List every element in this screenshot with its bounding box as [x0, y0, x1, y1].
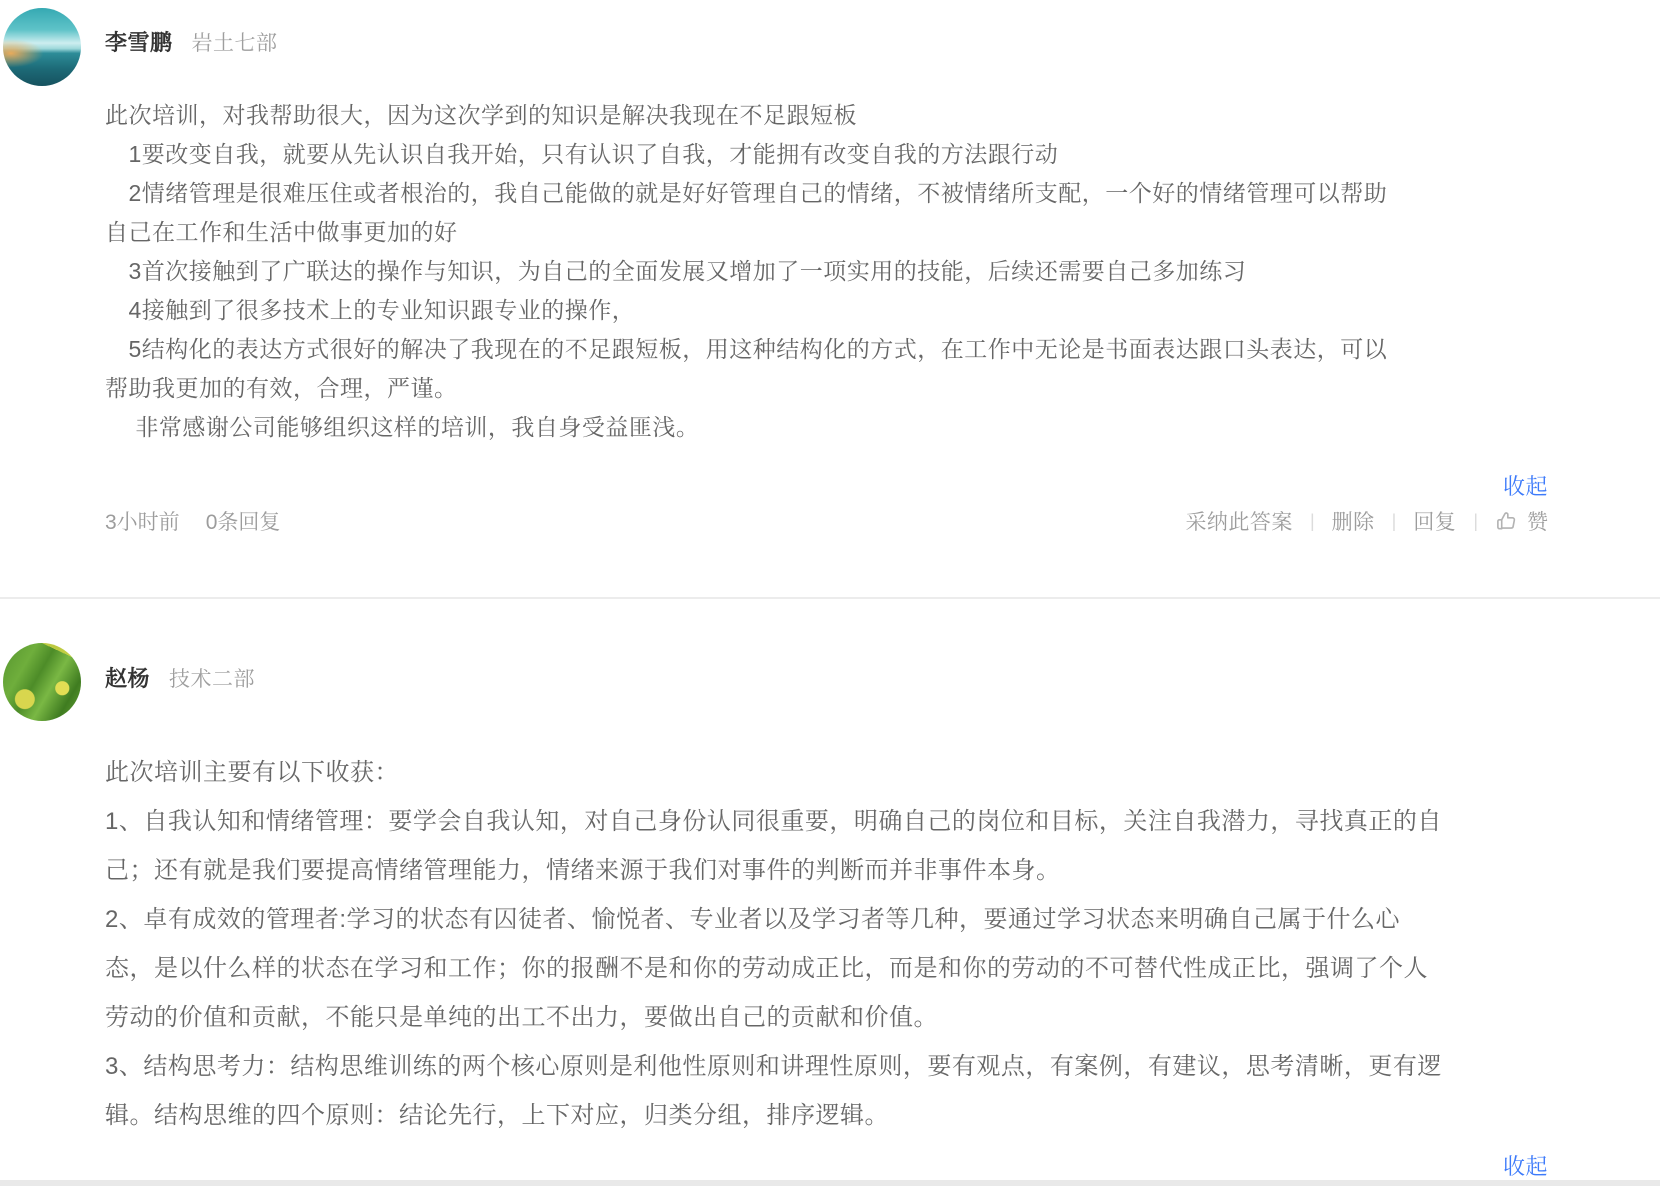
author-department: 技术二部: [169, 668, 256, 691]
comment-line: 此次培训主要有以下收获：: [105, 759, 399, 786]
comment-line: 劳动的价值和贡献，不能只是单纯的出工不出力，要做出自己的贡献和价值。: [105, 1004, 938, 1031]
comment-line: 非常感谢公司能够组织这样的培训，我自身受益匪浅。: [105, 414, 700, 440]
comment-body: [105, 96, 1548, 447]
author-department: 岩土七部: [191, 32, 278, 55]
author-name[interactable]: 赵杨: [105, 666, 151, 691]
collapse-link[interactable]: 收起: [1502, 1154, 1548, 1179]
author-name[interactable]: 李雪鹏: [105, 30, 173, 55]
reply-link[interactable]: 回复: [1413, 511, 1457, 534]
comment-line: 此次培训，对我帮助很大，因为这次学到的知识是解决我现在不足跟短板: [105, 102, 857, 128]
reply-count[interactable]: 0条回复: [205, 511, 281, 534]
comment-header: [105, 26, 278, 57]
accept-answer-link[interactable]: 采纳此答案: [1185, 511, 1293, 534]
action-separator: |: [1391, 510, 1397, 531]
comment-card: [0, 598, 1660, 1186]
delete-link[interactable]: 删除: [1331, 511, 1375, 534]
bottom-divider: [0, 1180, 1660, 1186]
avatar[interactable]: [3, 8, 81, 86]
timestamp: 3小时前: [105, 511, 180, 534]
comment-line: 4接触到了很多技术上的专业知识跟专业的操作，: [105, 297, 636, 323]
comment-line: 5结构化的表达方式很好的解决了我现在的不足跟短板，用这种结构化的方式，在工作中无论是书面表达跟口头表达，可以: [105, 336, 1388, 362]
thumbs-up-icon: [1495, 510, 1527, 533]
action-separator: |: [1473, 510, 1478, 531]
comment-header: [105, 662, 255, 693]
avatar[interactable]: [3, 643, 81, 721]
comment-line: 帮助我更加的有效，合理，严谨。: [105, 375, 458, 401]
comment-line: 3首次接触到了广联达的操作与知识，为自己的全面发展又增加了一项实用的技能，后续还需要自己多加练习: [105, 258, 1247, 284]
comment-line: 2、卓有成效的管理者:学习的状态有囚徒者、愉悦者、专业者以及学习者等几种，要通过学习状态来明确自己属于什么心: [105, 906, 1401, 933]
comment-line: 1、自我认知和情绪管理：要学会自我认知，对自己身份认同很重要，明确自己的岗位和目标，关注自我潜力，寻找真正的自: [105, 808, 1442, 835]
comment-line: 1要改变自我，就要从先认识自我开始，只有认识了自我，才能拥有改变自我的方法跟行动: [105, 141, 1059, 167]
collapse-link[interactable]: 收起: [1502, 474, 1548, 499]
comment-line: 自己在工作和生活中做事更加的好: [105, 219, 458, 245]
comment-line: 己；还有就是我们要提高情绪管理能力，情绪来源于我们对事件的判断而并非事件本身。: [105, 857, 1061, 884]
like-label: 赞: [1527, 511, 1548, 534]
action-bar: [1185, 506, 1548, 536]
action-separator: |: [1309, 510, 1315, 531]
comment-meta: [105, 506, 280, 536]
comment-body: [105, 748, 1548, 1140]
comment-footer: [105, 506, 1548, 536]
like-button[interactable]: [1495, 506, 1548, 536]
comment-line: 2情绪管理是很难压住或者根治的，我自己能做的就是好好管理自己的情绪，不被情绪所支配，一个好的情绪管理可以帮助: [105, 180, 1388, 206]
comment-line: 3、结构思考力：结构思维训练的两个核心原则是利他性原则和讲理性原则，要有观点，有案例，有建议，思考清晰，更有逻: [105, 1053, 1442, 1080]
comment-line: 辑。结构思维的四个原则：结论先行，上下对应，归类分组，排序逻辑。: [105, 1102, 889, 1129]
comment-line: 态，是以什么样的状态在学习和工作；你的报酬不是和你的劳动成正比，而是和你的劳动的不可替代性成正比，强调了个人: [105, 955, 1428, 982]
